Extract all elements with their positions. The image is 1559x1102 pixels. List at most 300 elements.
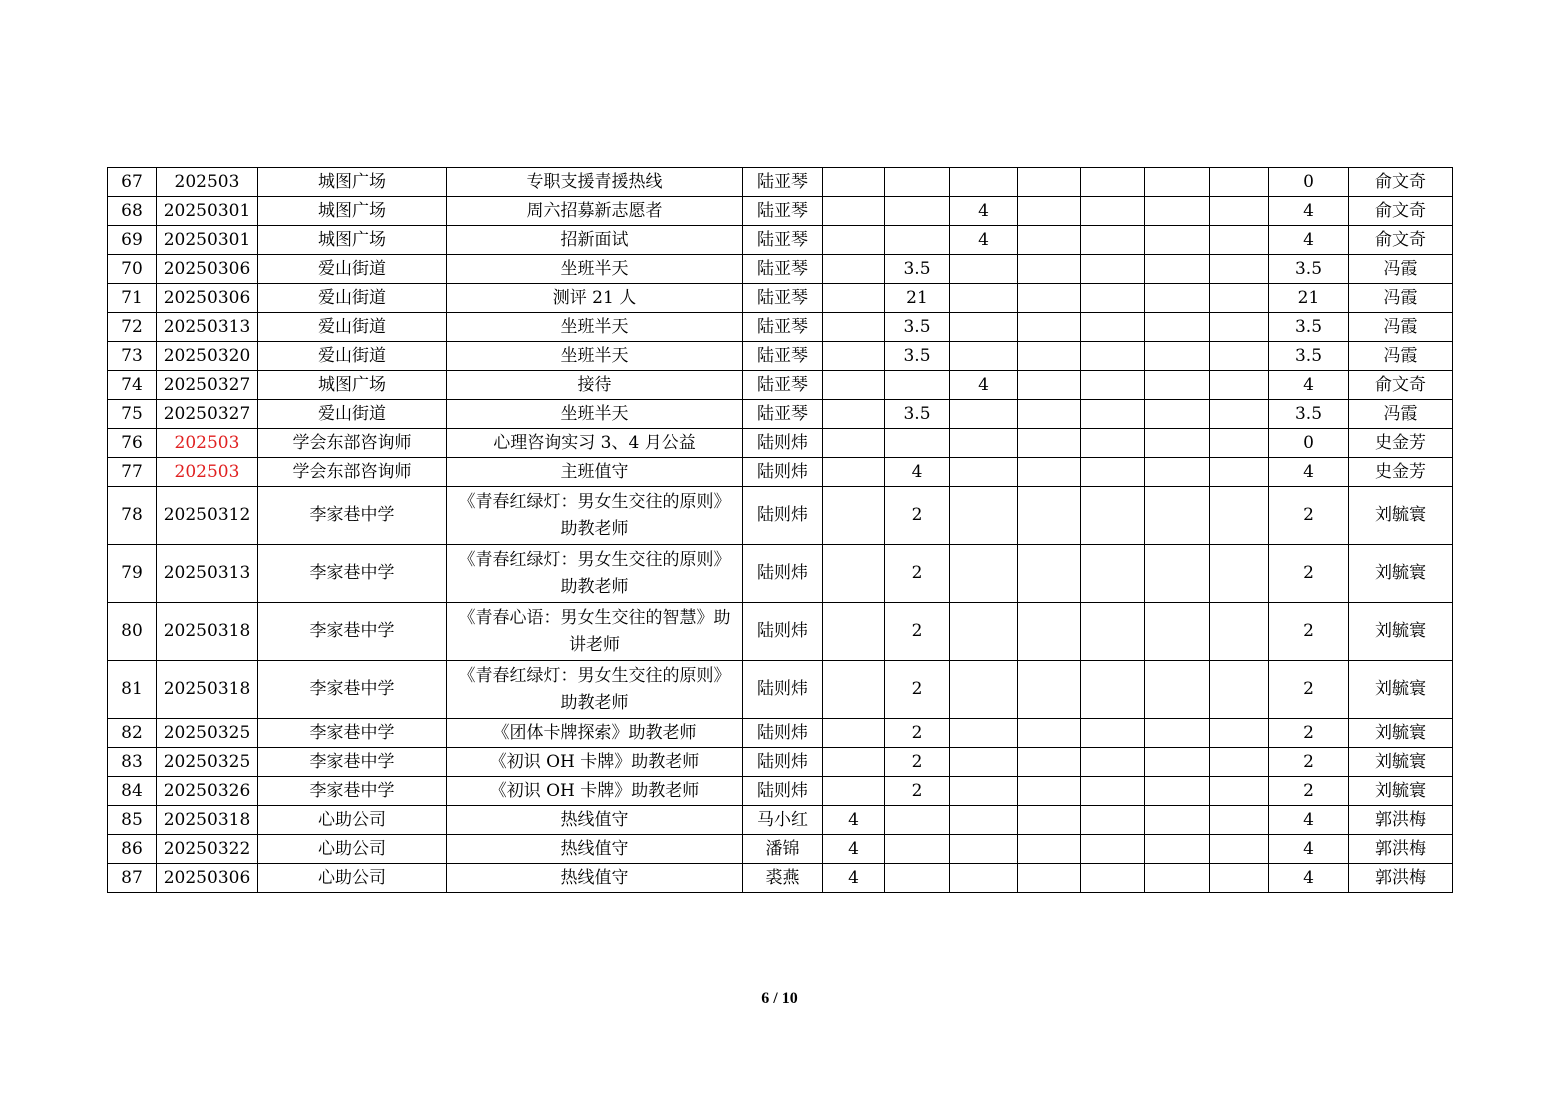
hours-col-5-cell [1081,371,1145,400]
row-number-cell: 78 [108,487,157,545]
date-cell: 20250318 [157,603,258,661]
hours-col-1-cell [823,458,885,487]
location-cell: 李家巷中学 [258,748,447,777]
volunteer-cell: 陆则炜 [743,603,823,661]
hours-col-7-cell [1210,719,1269,748]
hours-col-4-cell [1018,487,1081,545]
hours-col-2-cell [885,864,950,893]
date-cell: 20250301 [157,197,258,226]
location-cell: 爱山街道 [258,284,447,313]
row-number-cell: 74 [108,371,157,400]
hours-col-5-cell [1081,168,1145,197]
activity-cell: 测评 21 人 [447,284,743,313]
hours-col-5-cell [1081,197,1145,226]
total-hours-cell: 4 [1269,835,1349,864]
supervisor-cell: 冯霞 [1349,255,1453,284]
hours-col-2-cell [885,168,950,197]
row-number-cell: 83 [108,748,157,777]
volunteer-cell: 陆亚琴 [743,313,823,342]
hours-col-5-cell [1081,429,1145,458]
hours-col-3-cell [950,400,1018,429]
total-hours-cell: 0 [1269,429,1349,458]
supervisor-cell: 郭洪梅 [1349,806,1453,835]
hours-col-7-cell [1210,313,1269,342]
hours-col-3-cell [950,255,1018,284]
total-hours-cell: 0 [1269,168,1349,197]
date-cell: 20250327 [157,371,258,400]
supervisor-cell: 刘毓寰 [1349,603,1453,661]
hours-col-4-cell [1018,313,1081,342]
volunteer-cell: 陆亚琴 [743,168,823,197]
hours-col-2-cell [885,835,950,864]
supervisor-cell: 刘毓寰 [1349,777,1453,806]
hours-col-1-cell [823,487,885,545]
hours-col-4-cell [1018,661,1081,719]
hours-col-6-cell [1145,777,1210,806]
hours-col-6-cell [1145,719,1210,748]
hours-col-2-cell [885,371,950,400]
hours-col-4-cell [1018,342,1081,371]
hours-col-2-cell: 3.5 [885,342,950,371]
hours-col-7-cell [1210,864,1269,893]
row-number-cell: 69 [108,226,157,255]
volunteer-cell: 陆则炜 [743,429,823,458]
table-row [108,284,1453,313]
hours-col-1-cell [823,226,885,255]
volunteer-hours-table [107,167,1453,893]
hours-col-5-cell [1081,342,1145,371]
volunteer-cell: 陆亚琴 [743,255,823,284]
hours-col-6-cell [1145,226,1210,255]
hours-col-2-cell: 2 [885,777,950,806]
hours-col-3-cell [950,719,1018,748]
date-cell: 20250325 [157,719,258,748]
hours-col-7-cell [1210,226,1269,255]
table-row [108,719,1453,748]
hours-col-1-cell [823,661,885,719]
hours-col-2-cell [885,197,950,226]
location-cell: 心助公司 [258,806,447,835]
supervisor-cell: 史金芳 [1349,458,1453,487]
date-cell: 202503 [157,458,258,487]
hours-col-6-cell [1145,603,1210,661]
volunteer-cell: 陆则炜 [743,777,823,806]
activity-cell: 热线值守 [447,806,743,835]
hours-col-6-cell [1145,168,1210,197]
hours-col-1-cell [823,719,885,748]
table-row [108,835,1453,864]
hours-col-4-cell [1018,748,1081,777]
hours-col-4-cell [1018,806,1081,835]
hours-col-7-cell [1210,255,1269,284]
hours-col-3-cell [950,545,1018,603]
activity-cell: 《青春红绿灯：男女生交往的原则》助教老师 [447,545,743,603]
location-cell: 李家巷中学 [258,661,447,719]
row-number-cell: 85 [108,806,157,835]
total-hours-cell: 4 [1269,226,1349,255]
location-cell: 爱山街道 [258,400,447,429]
activity-cell: 坐班半天 [447,255,743,284]
activity-cell: 《青春红绿灯：男女生交往的原则》助教老师 [447,487,743,545]
hours-col-4-cell [1018,719,1081,748]
location-cell: 城图广场 [258,226,447,255]
volunteer-cell: 陆则炜 [743,458,823,487]
row-number-cell: 68 [108,197,157,226]
hours-col-6-cell [1145,429,1210,458]
hours-col-7-cell [1210,371,1269,400]
hours-col-1-cell: 4 [823,864,885,893]
supervisor-cell: 冯霞 [1349,313,1453,342]
hours-col-7-cell [1210,197,1269,226]
volunteer-cell: 陆亚琴 [743,342,823,371]
date-cell: 20250325 [157,748,258,777]
hours-col-4-cell [1018,197,1081,226]
activity-cell: 《团体卡牌探索》助教老师 [447,719,743,748]
table-body [108,168,1453,893]
date-cell: 20250327 [157,400,258,429]
hours-col-3-cell [950,168,1018,197]
hours-col-3-cell: 4 [950,371,1018,400]
hours-col-7-cell [1210,284,1269,313]
table-row [108,806,1453,835]
date-cell: 20250306 [157,864,258,893]
date-cell: 20250320 [157,342,258,371]
hours-col-4-cell [1018,226,1081,255]
hours-col-3-cell [950,603,1018,661]
volunteer-cell: 陆亚琴 [743,371,823,400]
supervisor-cell: 冯霞 [1349,400,1453,429]
location-cell: 学会东部咨询师 [258,429,447,458]
hours-col-5-cell [1081,255,1145,284]
hours-col-3-cell [950,284,1018,313]
hours-col-1-cell [823,400,885,429]
row-number-cell: 77 [108,458,157,487]
volunteer-cell: 陆亚琴 [743,197,823,226]
hours-col-4-cell [1018,777,1081,806]
hours-col-6-cell [1145,806,1210,835]
table-row [108,255,1453,284]
activity-cell: 招新面试 [447,226,743,255]
row-number-cell: 82 [108,719,157,748]
row-number-cell: 72 [108,313,157,342]
location-cell: 爱山街道 [258,255,447,284]
hours-col-6-cell [1145,835,1210,864]
volunteer-cell: 陆则炜 [743,487,823,545]
table-row [108,487,1453,545]
hours-col-1-cell [823,342,885,371]
activity-cell: 专职支援青援热线 [447,168,743,197]
table-row [108,400,1453,429]
total-hours-cell: 2 [1269,487,1349,545]
hours-col-3-cell [950,748,1018,777]
date-cell: 20250313 [157,313,258,342]
supervisor-cell: 冯霞 [1349,284,1453,313]
table-row [108,313,1453,342]
volunteer-cell: 陆则炜 [743,661,823,719]
hours-col-4-cell [1018,429,1081,458]
hours-col-4-cell [1018,284,1081,313]
supervisor-cell: 刘毓寰 [1349,748,1453,777]
hours-col-7-cell [1210,342,1269,371]
total-hours-cell: 4 [1269,458,1349,487]
hours-col-6-cell [1145,864,1210,893]
hours-col-5-cell [1081,313,1145,342]
row-number-cell: 70 [108,255,157,284]
location-cell: 爱山街道 [258,313,447,342]
hours-col-3-cell: 4 [950,197,1018,226]
hours-col-7-cell [1210,806,1269,835]
location-cell: 李家巷中学 [258,487,447,545]
hours-col-1-cell [823,777,885,806]
volunteer-cell: 陆则炜 [743,719,823,748]
hours-col-6-cell [1145,313,1210,342]
activity-cell: 坐班半天 [447,313,743,342]
hours-col-1-cell: 4 [823,806,885,835]
total-hours-cell: 4 [1269,864,1349,893]
supervisor-cell: 刘毓寰 [1349,661,1453,719]
volunteer-cell: 陆则炜 [743,545,823,603]
total-hours-cell: 2 [1269,603,1349,661]
row-number-cell: 71 [108,284,157,313]
hours-col-6-cell [1145,458,1210,487]
hours-col-7-cell [1210,603,1269,661]
row-number-cell: 75 [108,400,157,429]
supervisor-cell: 冯霞 [1349,342,1453,371]
hours-col-2-cell: 3.5 [885,313,950,342]
hours-col-2-cell: 2 [885,719,950,748]
row-number-cell: 81 [108,661,157,719]
total-hours-cell: 3.5 [1269,313,1349,342]
hours-col-7-cell [1210,429,1269,458]
activity-cell: 热线值守 [447,864,743,893]
row-number-cell: 73 [108,342,157,371]
hours-col-6-cell [1145,371,1210,400]
volunteer-cell: 陆亚琴 [743,284,823,313]
date-cell: 20250326 [157,777,258,806]
location-cell: 心助公司 [258,864,447,893]
total-hours-cell: 3.5 [1269,255,1349,284]
table-row [108,748,1453,777]
row-number-cell: 67 [108,168,157,197]
hours-col-1-cell [823,255,885,284]
supervisor-cell: 俞文奇 [1349,226,1453,255]
hours-col-1-cell [823,197,885,226]
volunteer-cell: 陆亚琴 [743,400,823,429]
row-number-cell: 79 [108,545,157,603]
hours-col-5-cell [1081,777,1145,806]
total-hours-cell: 3.5 [1269,400,1349,429]
hours-col-3-cell [950,806,1018,835]
hours-col-5-cell [1081,400,1145,429]
hours-col-5-cell [1081,487,1145,545]
activity-cell: 坐班半天 [447,400,743,429]
hours-col-4-cell [1018,603,1081,661]
hours-col-4-cell [1018,545,1081,603]
total-hours-cell: 2 [1269,748,1349,777]
hours-col-6-cell [1145,284,1210,313]
hours-col-2-cell: 21 [885,284,950,313]
hours-col-7-cell [1210,661,1269,719]
date-cell: 202503 [157,429,258,458]
supervisor-cell: 郭洪梅 [1349,864,1453,893]
date-cell: 20250322 [157,835,258,864]
hours-col-6-cell [1145,487,1210,545]
total-hours-cell: 21 [1269,284,1349,313]
activity-cell: 心理咨询实习 3、4 月公益 [447,429,743,458]
hours-col-2-cell: 2 [885,545,950,603]
hours-col-5-cell [1081,458,1145,487]
hours-col-5-cell [1081,284,1145,313]
hours-col-5-cell [1081,864,1145,893]
date-cell: 20250318 [157,661,258,719]
hours-col-1-cell [823,313,885,342]
supervisor-cell: 俞文奇 [1349,371,1453,400]
date-cell: 202503 [157,168,258,197]
supervisor-cell: 俞文奇 [1349,168,1453,197]
date-cell: 20250313 [157,545,258,603]
hours-col-4-cell [1018,400,1081,429]
hours-col-6-cell [1145,197,1210,226]
hours-col-3-cell: 4 [950,226,1018,255]
hours-col-1-cell [823,284,885,313]
activity-cell: 坐班半天 [447,342,743,371]
activity-cell: 主班值守 [447,458,743,487]
supervisor-cell: 刘毓寰 [1349,719,1453,748]
hours-col-6-cell [1145,342,1210,371]
table-row [108,226,1453,255]
total-hours-cell: 2 [1269,661,1349,719]
table-row [108,458,1453,487]
total-hours-cell: 3.5 [1269,342,1349,371]
activity-cell: 接待 [447,371,743,400]
table-row [108,603,1453,661]
hours-col-3-cell [950,661,1018,719]
date-cell: 20250306 [157,284,258,313]
volunteer-cell: 陆则炜 [743,748,823,777]
hours-col-1-cell [823,603,885,661]
hours-col-5-cell [1081,603,1145,661]
hours-col-1-cell: 4 [823,835,885,864]
hours-col-2-cell [885,226,950,255]
hours-col-2-cell: 4 [885,458,950,487]
location-cell: 李家巷中学 [258,719,447,748]
table-row [108,168,1453,197]
hours-col-7-cell [1210,168,1269,197]
hours-col-5-cell [1081,545,1145,603]
hours-col-6-cell [1145,748,1210,777]
hours-col-5-cell [1081,835,1145,864]
volunteer-cell: 陆亚琴 [743,226,823,255]
activity-cell: 热线值守 [447,835,743,864]
hours-col-2-cell: 3.5 [885,255,950,284]
date-cell: 20250312 [157,487,258,545]
location-cell: 城图广场 [258,168,447,197]
hours-col-7-cell [1210,777,1269,806]
activity-cell: 《初识 OH 卡牌》助教老师 [447,777,743,806]
hours-col-7-cell [1210,835,1269,864]
hours-col-1-cell [823,748,885,777]
row-number-cell: 84 [108,777,157,806]
activity-cell: 《青春红绿灯：男女生交往的原则》助教老师 [447,661,743,719]
volunteer-cell: 潘锦 [743,835,823,864]
hours-col-2-cell: 3.5 [885,400,950,429]
total-hours-cell: 4 [1269,806,1349,835]
supervisor-cell: 刘毓寰 [1349,487,1453,545]
total-hours-cell: 2 [1269,719,1349,748]
row-number-cell: 86 [108,835,157,864]
supervisor-cell: 史金芳 [1349,429,1453,458]
row-number-cell: 76 [108,429,157,458]
hours-col-7-cell [1210,487,1269,545]
hours-col-1-cell [823,168,885,197]
hours-col-4-cell [1018,835,1081,864]
row-number-cell: 80 [108,603,157,661]
date-cell: 20250306 [157,255,258,284]
activity-cell: 周六招募新志愿者 [447,197,743,226]
hours-col-1-cell [823,429,885,458]
hours-col-3-cell [950,864,1018,893]
hours-col-6-cell [1145,661,1210,719]
location-cell: 心助公司 [258,835,447,864]
location-cell: 爱山街道 [258,342,447,371]
location-cell: 李家巷中学 [258,545,447,603]
total-hours-cell: 2 [1269,545,1349,603]
hours-col-1-cell [823,545,885,603]
activity-cell: 《初识 OH 卡牌》助教老师 [447,748,743,777]
hours-col-2-cell [885,429,950,458]
hours-col-6-cell [1145,545,1210,603]
activity-cell: 《青春心语：男女生交往的智慧》助讲老师 [447,603,743,661]
hours-col-3-cell [950,342,1018,371]
total-hours-cell: 4 [1269,197,1349,226]
hours-col-5-cell [1081,748,1145,777]
hours-col-5-cell [1081,806,1145,835]
hours-col-2-cell: 2 [885,661,950,719]
date-cell: 20250301 [157,226,258,255]
hours-col-6-cell [1145,400,1210,429]
hours-col-5-cell [1081,661,1145,719]
hours-col-4-cell [1018,458,1081,487]
supervisor-cell: 刘毓寰 [1349,545,1453,603]
date-cell: 20250318 [157,806,258,835]
table-row [108,661,1453,719]
location-cell: 学会东部咨询师 [258,458,447,487]
table-row [108,342,1453,371]
table-row [108,429,1453,458]
page-number: 6 / 10 [761,990,798,1007]
hours-col-2-cell: 2 [885,487,950,545]
hours-col-4-cell [1018,255,1081,284]
table-row [108,864,1453,893]
hours-col-2-cell [885,806,950,835]
table-row [108,371,1453,400]
hours-col-4-cell [1018,168,1081,197]
hours-col-1-cell [823,371,885,400]
total-hours-cell: 2 [1269,777,1349,806]
hours-col-3-cell [950,458,1018,487]
hours-col-3-cell [950,313,1018,342]
supervisor-cell: 郭洪梅 [1349,835,1453,864]
hours-col-3-cell [950,487,1018,545]
row-number-cell: 87 [108,864,157,893]
hours-col-2-cell: 2 [885,603,950,661]
location-cell: 城图广场 [258,197,447,226]
hours-col-2-cell: 2 [885,748,950,777]
hours-col-7-cell [1210,400,1269,429]
volunteer-cell: 裘燕 [743,864,823,893]
hours-col-7-cell [1210,748,1269,777]
total-hours-cell: 4 [1269,371,1349,400]
